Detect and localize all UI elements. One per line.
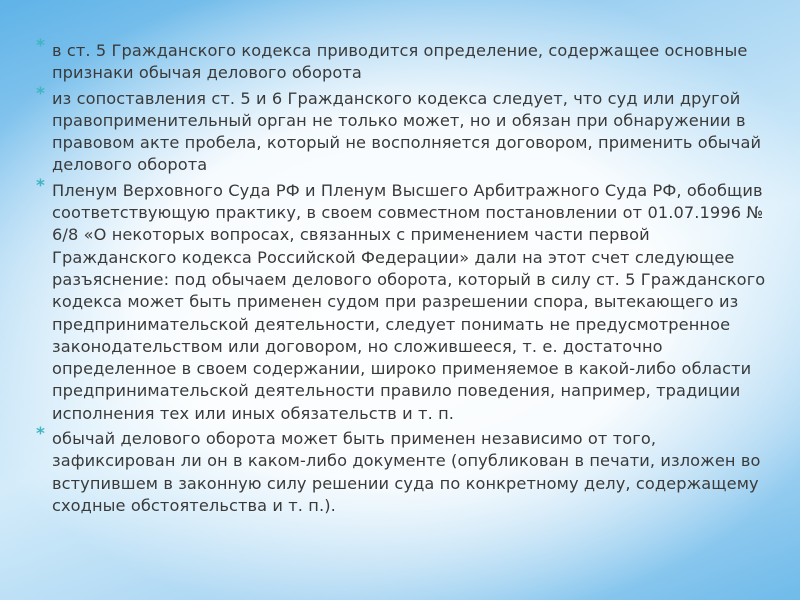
bullet-item-definition [34,36,774,85]
bullet-text: обычай делового оборота может быть применен независимо от того, зафиксирован ли он в каком-либо документе (опубликован в печати, изложен во вступившем в законную силу решении суда по конкретному делу, содержащему сходные обстоятельства и т. п.). [52,429,761,515]
bullet-item-plenum [34,175,774,425]
bullet-text: в ст. 5 Гражданского кодекса приводится определение, содержащее основные признаки обычая делового оборота [52,41,748,83]
bullet-item-application [34,424,774,517]
bullet-text: из сопоставления ст. 5 и 6 Гражданского кодекса следует, что суд или другой правоприменительный орган не только может, но и обязан при обнаружении в правовом акте пробела, который не восполняется договором, применить обычай делового оборота [52,88,762,175]
bullet-marker: * [36,83,45,104]
bullet-item-comparison [34,83,774,177]
bullet-text: Пленум Верховного Суда РФ и Пленум Высшего Арбитражного Суда РФ, обобщив соответствующую практику, в своем совместном постановлении от 01.07.1996 № 6/8 «О некоторых вопросах, связанных с применением части первой Гражданского кодекса Российской Федерации» дали на этот счет следующее разъяснение: под обычаем делового оборота, который в силу ст. 5 Гражданского кодекса может быть применен судом при разрешении спора, вытекающего из предпринимательской деятельности, следует понимать не предусмотренное законодательством или договором, но сложившееся, т. е. достаточно определенное в своем содержании, широко применяемое в какой-либо области предпринимательской деятельности правило поведения, например, традиции исполнения тех или иных обязательств и т. п. [52,180,766,423]
bullet-marker: * [36,424,45,445]
slide-content [34,36,774,520]
bullet-marker: * [36,175,45,196]
bullet-marker: * [36,36,45,56]
